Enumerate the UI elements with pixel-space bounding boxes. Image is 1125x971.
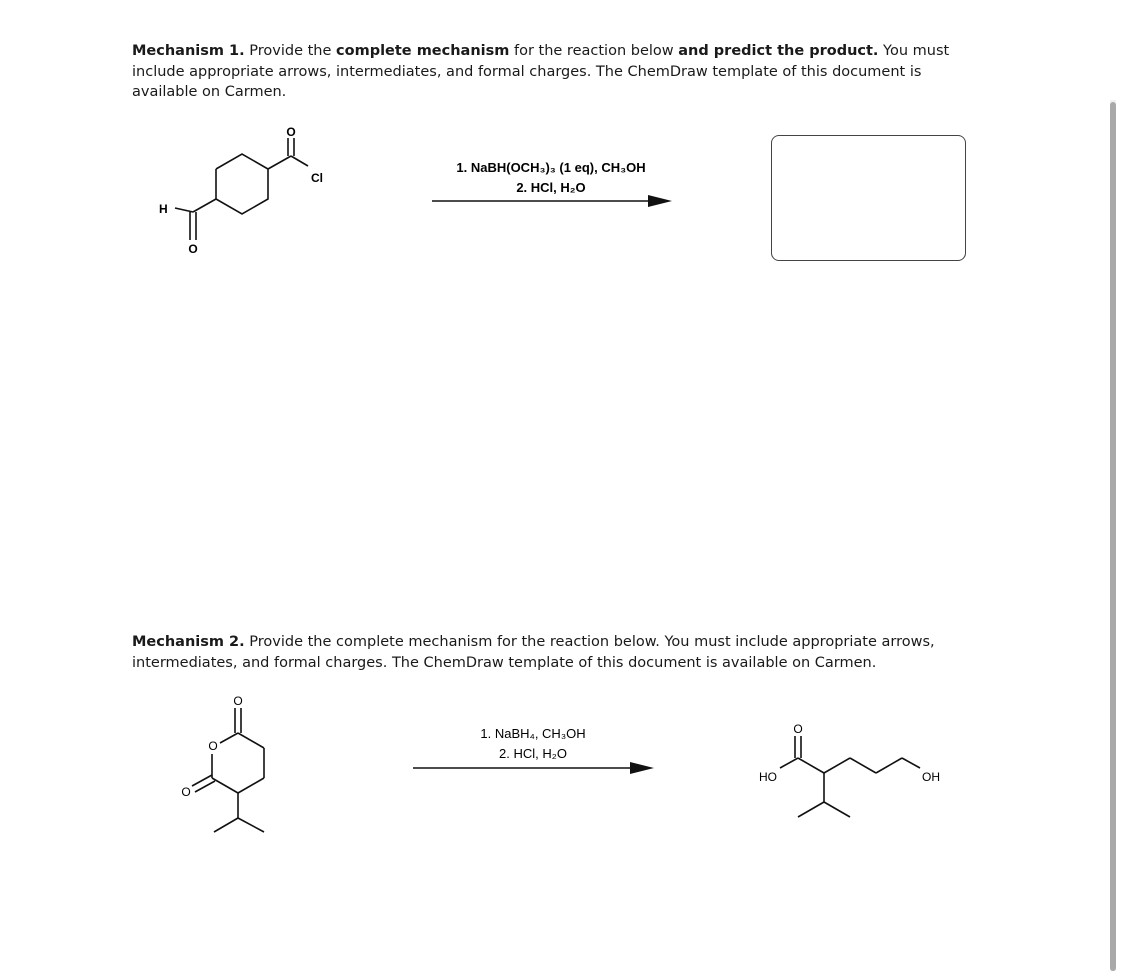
mechanism-2-heading: Mechanism 2. [132, 634, 245, 650]
mechanism-1-bold-a: complete mechanism [336, 43, 510, 59]
mechanism-1-heading: Mechanism 1. [132, 43, 245, 59]
mechanism-1-text-c: You must include appropriate arrows, intermediates, and formal charges. The ChemDraw template of this document is available on Carmen. [132, 43, 950, 100]
product-atom-oh: OH [922, 770, 940, 784]
mechanism-2-atom-o-ring: O [208, 739, 218, 753]
mechanism-1-text-b: for the reaction below [509, 43, 679, 59]
atom-label-h: H [159, 202, 168, 216]
mechanism-1-reagent-line-1: 1. NaBH(OCH₃)₃ (1 eq), CH₃OH [456, 160, 646, 175]
mechanism-2-reagent-line-2: 2. HCl, H₂O [499, 746, 567, 761]
mechanism-2-text: Provide the complete mechanism for the reaction below. You must include appropriate arrows, intermediates, and formal charges. The ChemDraw template of this document is available on Carmen. [132, 634, 935, 671]
mechanism-2-atom-o-top: O [233, 694, 243, 708]
mechanism-1-text-a: Provide the [244, 43, 337, 59]
atom-label-o-top: O [286, 125, 296, 139]
product-atom-ho: HO [759, 770, 777, 784]
atom-label-cl: Cl [311, 171, 323, 185]
mechanism-1-bold-b: and predict the product. [678, 43, 879, 59]
atom-label-o-bottom: O [188, 242, 198, 256]
product-atom-o-top: O [793, 722, 803, 736]
mechanism-2-atom-o-left: O [181, 785, 191, 799]
mechanism-1-reagent-line-2: 2. HCl, H₂O [516, 180, 586, 195]
mechanism-2-reagent-line-1: 1. NaBH₄, CH₃OH [480, 726, 586, 741]
